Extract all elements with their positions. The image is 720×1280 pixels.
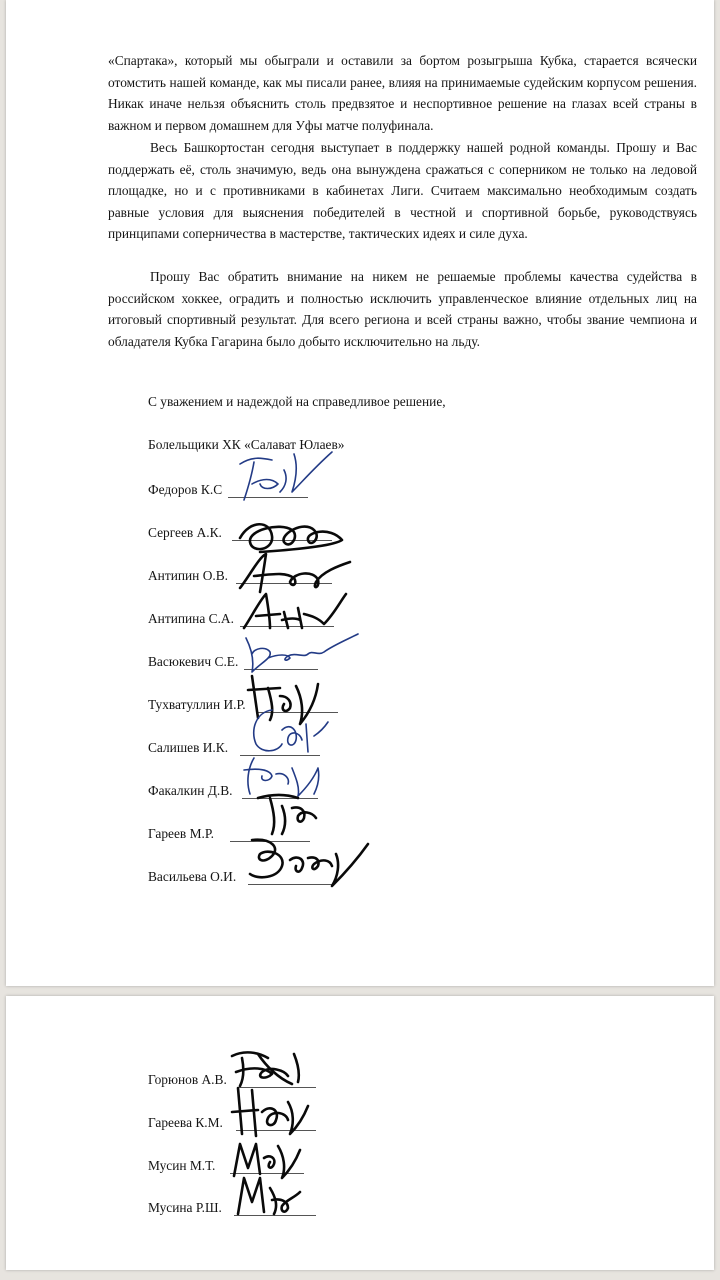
signatory-name: Антипина С.А. xyxy=(148,611,234,626)
signatory-name: Сергеев А.К. xyxy=(148,525,222,540)
handwritten-signature xyxy=(242,830,372,892)
paragraph-2: Весь Башкортостан сегодня выступает в поддержку нашей родной команды. Прошу и Вас поддержать её, столь значимую, ведь она вынуждена сражаться с соперником не только на ледовой площадке, но и с противниками в кабинетах Лиги. Считаем максимально необходимым создать равные условия для выяснения победителей в честной и спортивной борьбе, руководствуясь принципами соперничества в мастерстве, тактических идеях и силе духа. xyxy=(108,140,697,242)
signatory-name: Васюкевич С.Е. xyxy=(148,654,239,669)
signatory-name: Васильева О.И. xyxy=(148,869,237,884)
signatory-name: Гареева К.М. xyxy=(148,1115,223,1130)
signatory-name: Антипин О.В. xyxy=(148,568,228,583)
document-page-1 xyxy=(6,0,714,986)
handwritten-signature xyxy=(232,444,342,504)
closing-group: Болельщики ХК «Салават Юлаев» xyxy=(148,437,345,452)
signatory-name: Салишев И.К. xyxy=(148,740,229,755)
signatory-name: Федоров К.С xyxy=(148,482,223,497)
signatory-name: Тухватуллин И.Р. xyxy=(148,697,246,712)
signatory-name: Гареев М.Р. xyxy=(148,826,214,841)
document-page-2 xyxy=(6,996,714,1270)
paragraph-3: Прошу Вас обратить внимание на никем не решаемые проблемы качества судейства в российском хоккее, оградить и полностью исключить управленческое влияние отдельных лиц на итоговый спортивный результат. Для всего региона и всей страны важно, чтобы звание чемпиона и обладателя Кубка Гагарина было добыто исключительно на льду. xyxy=(108,269,697,349)
paragraph-1: «Спартака», который мы обыграли и оставили за бортом розыгрыша Кубка, старается всячески отомстить нашей команде, как мы писали ранее, влияя на принимаемые судейским корпусом решения. Никак иначе нельзя объяснить столь предвзятое и неспортивное решение на глазах всей страны в важном и первом домашнем для Уфы матче полуфинала. xyxy=(108,53,697,133)
closing-regards: С уважением и надеждой на справедливое решение, xyxy=(148,394,446,409)
handwritten-signature xyxy=(228,1082,314,1140)
handwritten-signature xyxy=(232,1172,304,1218)
signatory-name: Мусина Р.Ш. xyxy=(148,1200,222,1215)
signatory-name: Факалкин Д.В. xyxy=(148,783,233,798)
signatory-name: Горюнов А.В. xyxy=(148,1072,227,1087)
handwritten-signature xyxy=(242,700,334,760)
signatory-name: Мусин М.Т. xyxy=(148,1158,216,1173)
